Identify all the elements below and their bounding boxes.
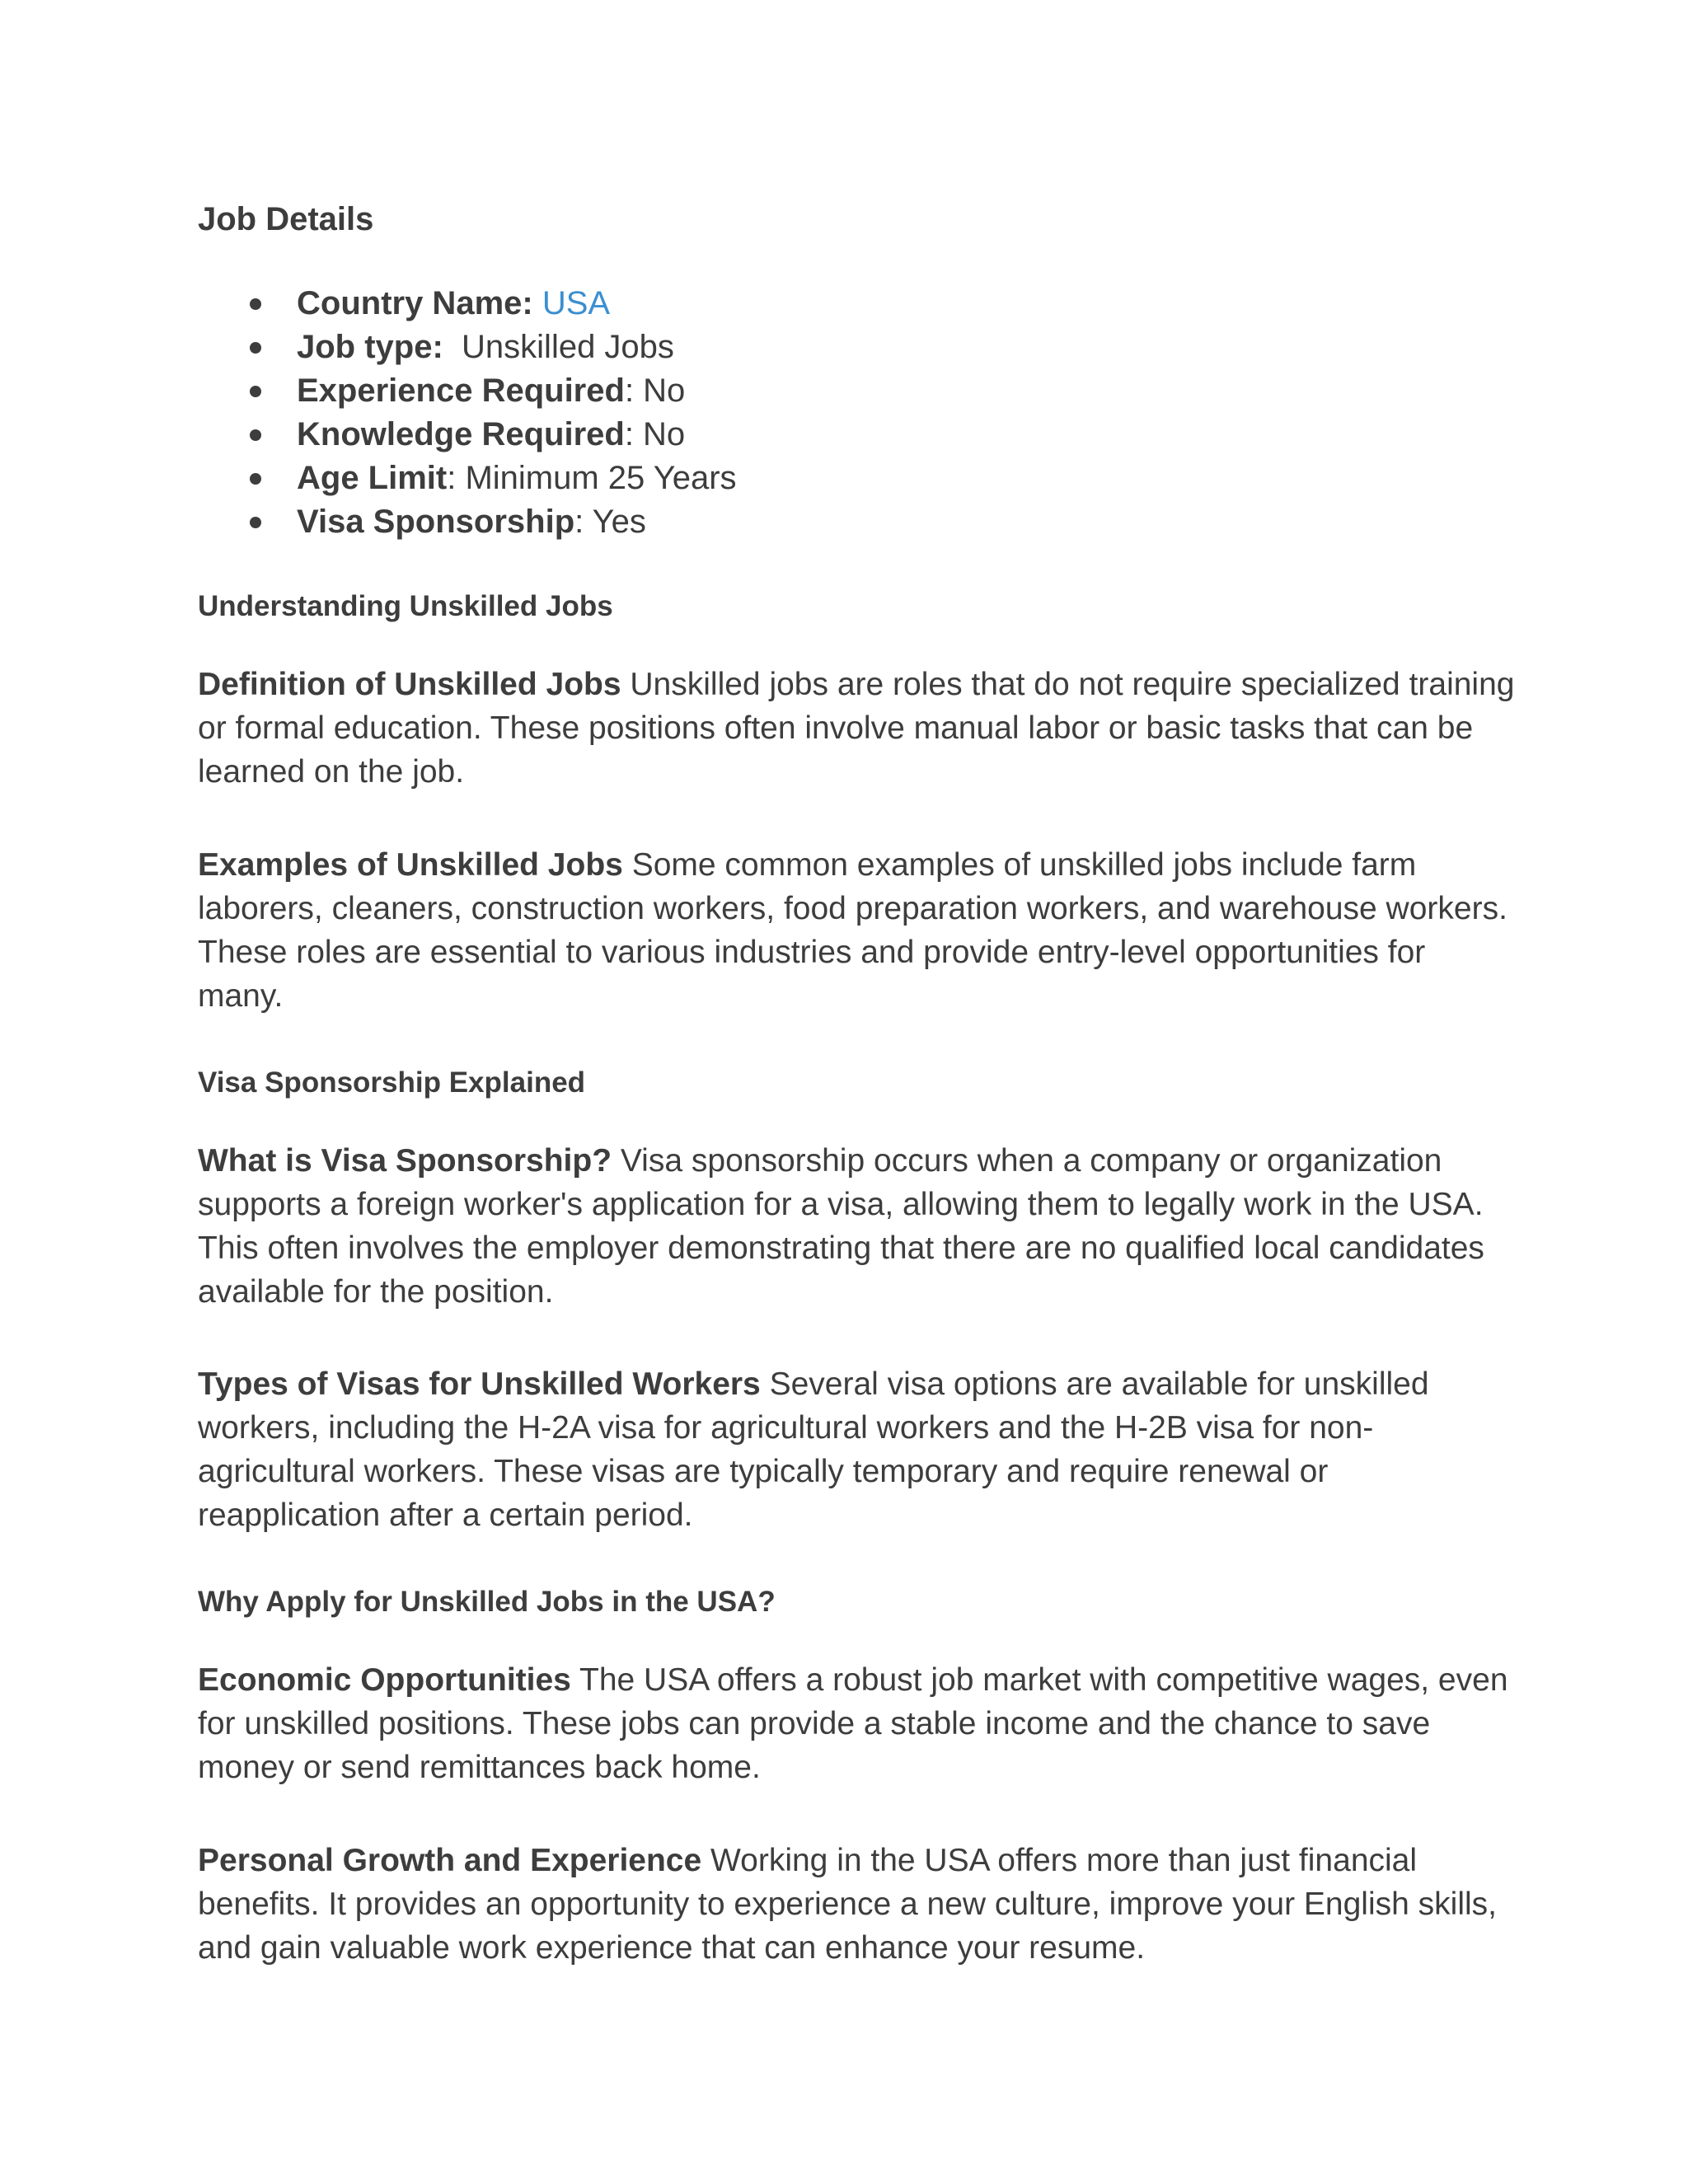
- paragraph-text: Working in the USA offers more than just financial benefits. It provides an opportunity to experience a new culture, improve your English skills, and gain valuable work experience that can enhance your resume.: [198, 1843, 1497, 1966]
- detail-label: Experience Required: [297, 373, 625, 409]
- detail-value: No: [643, 416, 686, 452]
- paragraph-text: Unskilled jobs are roles that do not require specialized training or formal education. These positions often involve manual labor or basic tasks that can be learned on the job.: [198, 667, 1515, 790]
- detail-value: Minimum 25 Years: [465, 460, 737, 496]
- paragraph: [198, 1839, 1517, 1970]
- paragraph-lead: Personal Growth and Experience: [198, 1843, 702, 1878]
- bullet-dot: [250, 342, 261, 354]
- section-heading: Understanding Unskilled Jobs: [198, 590, 613, 622]
- paragraph: [198, 843, 1517, 1018]
- detail-label: Age Limit: [297, 460, 448, 496]
- paragraph-text: Visa sponsorship occurs when a company or organization supports a foreign worker's application for a visa, allowing them to legally work in the USA. This often involves the employer demonstrating that there are no qualified local candidates available for the position.: [198, 1143, 1484, 1310]
- bullet-dot: [250, 473, 261, 485]
- detail-separator: :: [624, 373, 644, 409]
- detail-label: Country Name:: [297, 285, 533, 321]
- detail-experience: [198, 369, 737, 413]
- detail-separator: :: [574, 504, 593, 540]
- detail-visa-sponsorship: [198, 500, 737, 544]
- detail-value: Yes: [592, 504, 646, 540]
- detail-separator: :: [624, 416, 644, 452]
- paragraph-lead: What is Visa Sponsorship?: [198, 1143, 612, 1179]
- detail-separator: [443, 329, 462, 365]
- detail-country: [198, 282, 737, 326]
- page-title: Job Details: [198, 201, 374, 237]
- paragraph-lead: Types of Visas for Unskilled Workers: [198, 1366, 761, 1402]
- detail-separator: [533, 285, 542, 321]
- detail-value: No: [643, 373, 686, 409]
- paragraph-text: Some common examples of unskilled jobs include farm laborers, cleaners, construction workers, food preparation workers, and warehouse workers. These roles are essential to various industries and provide entry-level opportunities for many.: [198, 847, 1507, 1014]
- paragraph-lead: Definition of Unskilled Jobs: [198, 667, 621, 702]
- detail-label: Knowledge Required: [297, 416, 625, 452]
- paragraph-lead: Examples of Unskilled Jobs: [198, 847, 623, 883]
- paragraph: [198, 1658, 1517, 1789]
- country-link[interactable]: USA: [542, 285, 611, 321]
- bullet-dot: [250, 429, 261, 441]
- detail-label: Visa Sponsorship: [297, 504, 575, 540]
- paragraph-lead: Economic Opportunities: [198, 1662, 571, 1698]
- detail-value: Unskilled Jobs: [462, 329, 674, 365]
- bullet-dot: [250, 386, 261, 397]
- section-heading: Visa Sponsorship Explained: [198, 1066, 586, 1099]
- detail-separator: :: [447, 460, 466, 496]
- detail-age-limit: [198, 457, 737, 500]
- bullet-dot: [250, 298, 261, 310]
- detail-label: Job type:: [297, 329, 443, 365]
- paragraph-text: The USA offers a robust job market with competitive wages, even for unskilled positions. These jobs can provide a stable income and the chance to save money or send remittances back home.: [198, 1662, 1508, 1785]
- job-details-list: [198, 282, 737, 544]
- detail-job-type: [198, 326, 737, 369]
- paragraph: [198, 1362, 1517, 1537]
- paragraph: [198, 663, 1517, 794]
- detail-knowledge: [198, 413, 737, 457]
- paragraph: [198, 1139, 1517, 1314]
- bullet-dot: [250, 517, 261, 528]
- section-heading: Why Apply for Unskilled Jobs in the USA?: [198, 1586, 776, 1618]
- paragraph-text: Several visa options are available for unskilled workers, including the H-2A visa for agricultural workers and the H-2B visa for non-agricultural workers. These visas are typically temporary and require renewal or reapplication after a certain period.: [198, 1366, 1429, 1533]
